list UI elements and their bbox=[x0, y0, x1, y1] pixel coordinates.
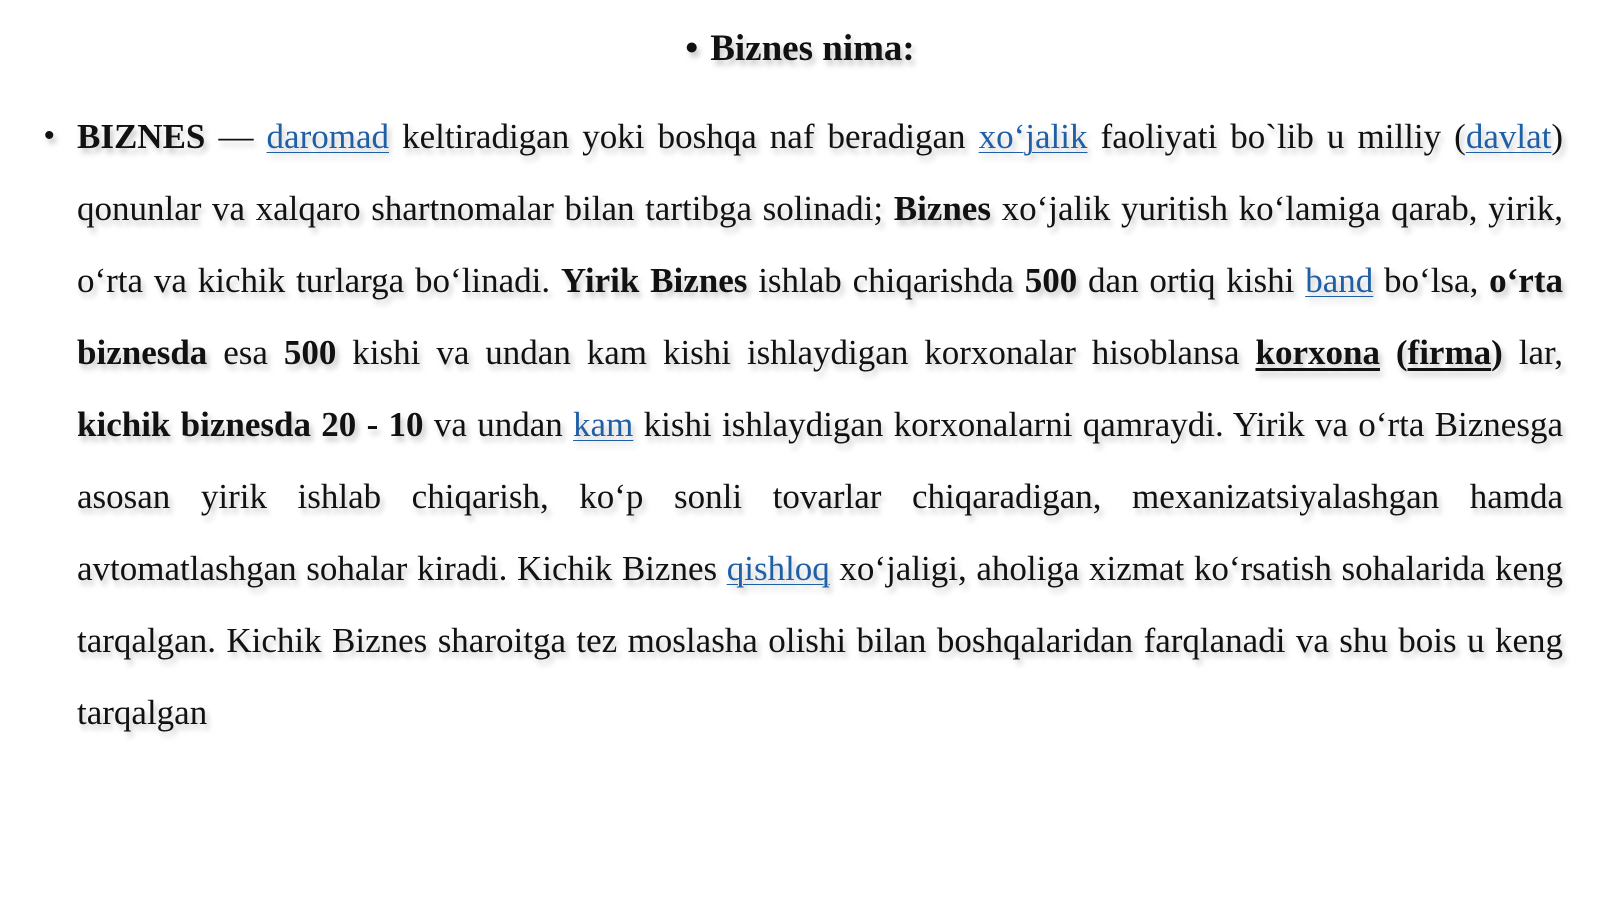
text-segment: bo‘lsa, bbox=[1373, 261, 1490, 300]
link-davlat[interactable]: davlat bbox=[1465, 117, 1552, 156]
body-bullet: • bbox=[44, 119, 55, 152]
link-korxona[interactable]: korxona bbox=[1255, 333, 1380, 372]
bold-orta-biznesda: o‘rta biznesda bbox=[77, 261, 1563, 372]
text-segment: faoliyati bo`lib u milliy ( bbox=[1087, 117, 1466, 156]
bold-yirik-biznes: Yirik Biznes bbox=[560, 261, 748, 300]
title-text: Biznes nima: bbox=[710, 28, 915, 69]
bold-kichik-biznesda: kichik biznesda 20 - 10 bbox=[77, 405, 424, 444]
text-segment: keltiradigan yoki boshqa naf beradigan bbox=[389, 117, 979, 156]
text-segment: kishi ishlaydigan korxonalarni qamraydi. Yirik va o‘rta Biznesga asosan yirik ishlab chiqarish, ko‘p sonli tovarlar chiqaradigan, mexanizatsiyalashgan hamda avtomatlashgan sohalar kiradi. Kichik Biznes bbox=[77, 405, 1563, 588]
text-segment: dan ortiq kishi bbox=[1077, 261, 1306, 300]
text-segment: — bbox=[205, 117, 267, 156]
slide-title bbox=[0, 26, 1600, 72]
bold-paren-close: ) bbox=[1491, 333, 1503, 372]
text-segment: ishlab chiqarishda bbox=[747, 261, 1025, 300]
text-segment: kishi va undan kam kishi ishlaydigan korxonalar hisoblansa bbox=[336, 333, 1256, 372]
bold-500-second: 500 bbox=[283, 333, 337, 372]
bold-500: 500 bbox=[1024, 261, 1078, 300]
text-segment: esa bbox=[207, 333, 284, 372]
bold-paren-open: ( bbox=[1379, 333, 1408, 372]
link-firma[interactable]: firma bbox=[1407, 333, 1492, 372]
link-band[interactable]: band bbox=[1305, 261, 1374, 300]
link-xojalik[interactable]: xo‘jalik bbox=[978, 117, 1088, 156]
link-daromad[interactable]: daromad bbox=[266, 117, 389, 156]
link-qishloq[interactable]: qishloq bbox=[726, 549, 830, 588]
term-biznes: BIZNES bbox=[77, 117, 206, 156]
link-kam[interactable]: kam bbox=[573, 405, 634, 444]
text-segment: lar, bbox=[1502, 333, 1563, 372]
text-segment: ) qonunlar va xalqaro shartnomalar bilan tartibga solinadi; bbox=[77, 117, 1563, 228]
title-bullet: • bbox=[685, 28, 699, 69]
text-segment: xo‘jalik yuritish ko‘lamiga qarab, yirik, o‘rta va kichik turlarga bo‘linadi. bbox=[77, 189, 1563, 300]
text-segment: xo‘jaligi, aholiga xizmat ko‘rsatish sohalarida keng tarqalgan. Kichik Biznes sharoitga tez moslasha olishi bilan boshqalaridan farqlanadi va shu bois u keng tarqalgan bbox=[77, 549, 1563, 732]
text-segment: va undan bbox=[423, 405, 574, 444]
bold-biznes: Biznes bbox=[893, 189, 991, 228]
body-paragraph bbox=[77, 101, 1563, 749]
